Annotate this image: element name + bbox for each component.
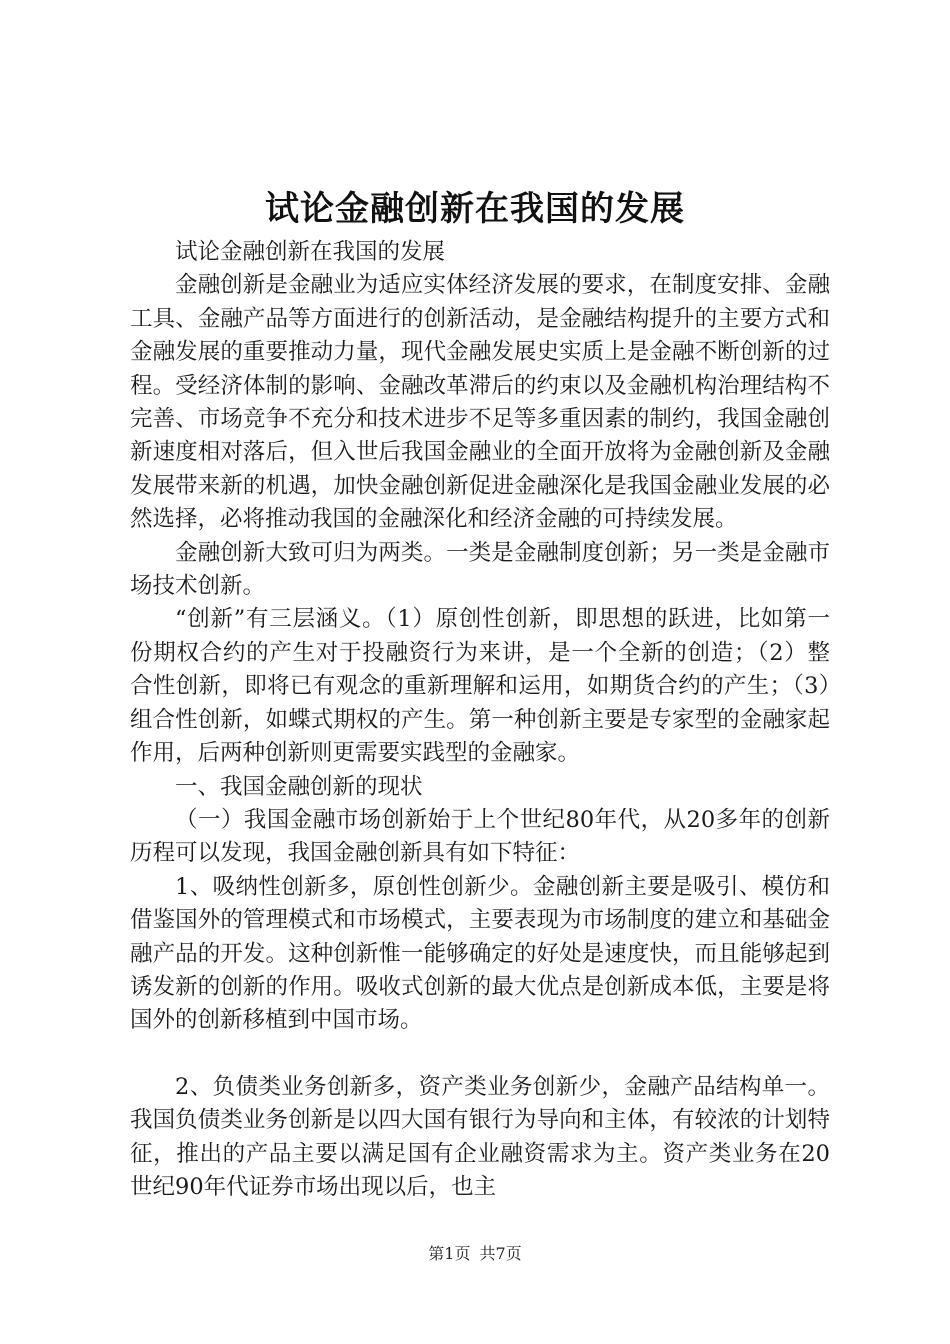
page-total: 共7页	[479, 1244, 522, 1263]
section-heading: 一、我国金融创新的现状	[175, 773, 423, 800]
feature-2-paragraph: 2、负债类业务创新多，资产类业务创新少，金融产品结构单一。我国负债类业务创新是以四大国有银行为导向和主体，有较浓的计划特征，推出的产品主要以满足国有企业融资需求为主。资产类业务在20世纪90年代证券市场出现以后，也主	[130, 1073, 830, 1200]
subsection-paragraph: （一）我国金融市场创新始于上个世纪80年代，从20多年的创新历程可以发现，我国金融创新具有如下特征：	[130, 806, 830, 867]
page-footer	[0, 1241, 950, 1264]
intro-paragraph: 金融创新是金融业为适应实体经济发展的要求，在制度安排、金融工具、金融产品等方面进行的创新活动，是金融结构提升的主要方式和金融发展的重要推动力量，现代金融发展史实质上是金融不断创新的过程。受经济体制的影响、金融改革滞后的约束以及金融机构治理结构不完善、市场竞争不充分和技术进步不足等多重因素的制约，我国金融创新速度相对落后，但入世后我国金融业的全面开放将为金融创新及金融发展带来新的机遇，加快金融创新促进金融深化是我国金融业发展的必然选择，必将推动我国的金融深化和经济金融的可持续发展。	[130, 272, 830, 533]
meaning-paragraph: “创新”有三层涵义。（1）原创性创新，即思想的跃进，比如第一份期权合约的产生对于投融资行为来讲，是一个全新的创造；（2）整合性创新，即将已有观念的重新理解和运用，如期货合约的产生；（3）组合性创新，如蝶式期权的产生。第一种创新主要是专家型的金融家起作用，后两种创新则更需要实践型的金融家。	[130, 606, 830, 767]
document-body	[130, 236, 830, 1204]
feature-1-paragraph: 1、吸纳性创新多，原创性创新少。金融创新主要是吸引、模仿和借鉴国外的管理模式和市场模式，主要表现为市场制度的建立和基础金融产品的开发。这种创新惟一能够确定的好处是速度快，而且能够起到诱发新的创新的作用。吸收式创新的最大优点是创新成本低，主要是将国外的创新移植到中国市场。	[130, 873, 830, 1034]
page-number: 第1页	[428, 1244, 471, 1263]
classification-paragraph: 金融创新大致可归为两类。一类是金融制度创新；另一类是金融市场技术创新。	[130, 539, 830, 600]
subtitle-paragraph: 试论金融创新在我国的发展	[175, 239, 446, 265]
document-title: 试论金融创新在我国的发展	[265, 189, 685, 229]
